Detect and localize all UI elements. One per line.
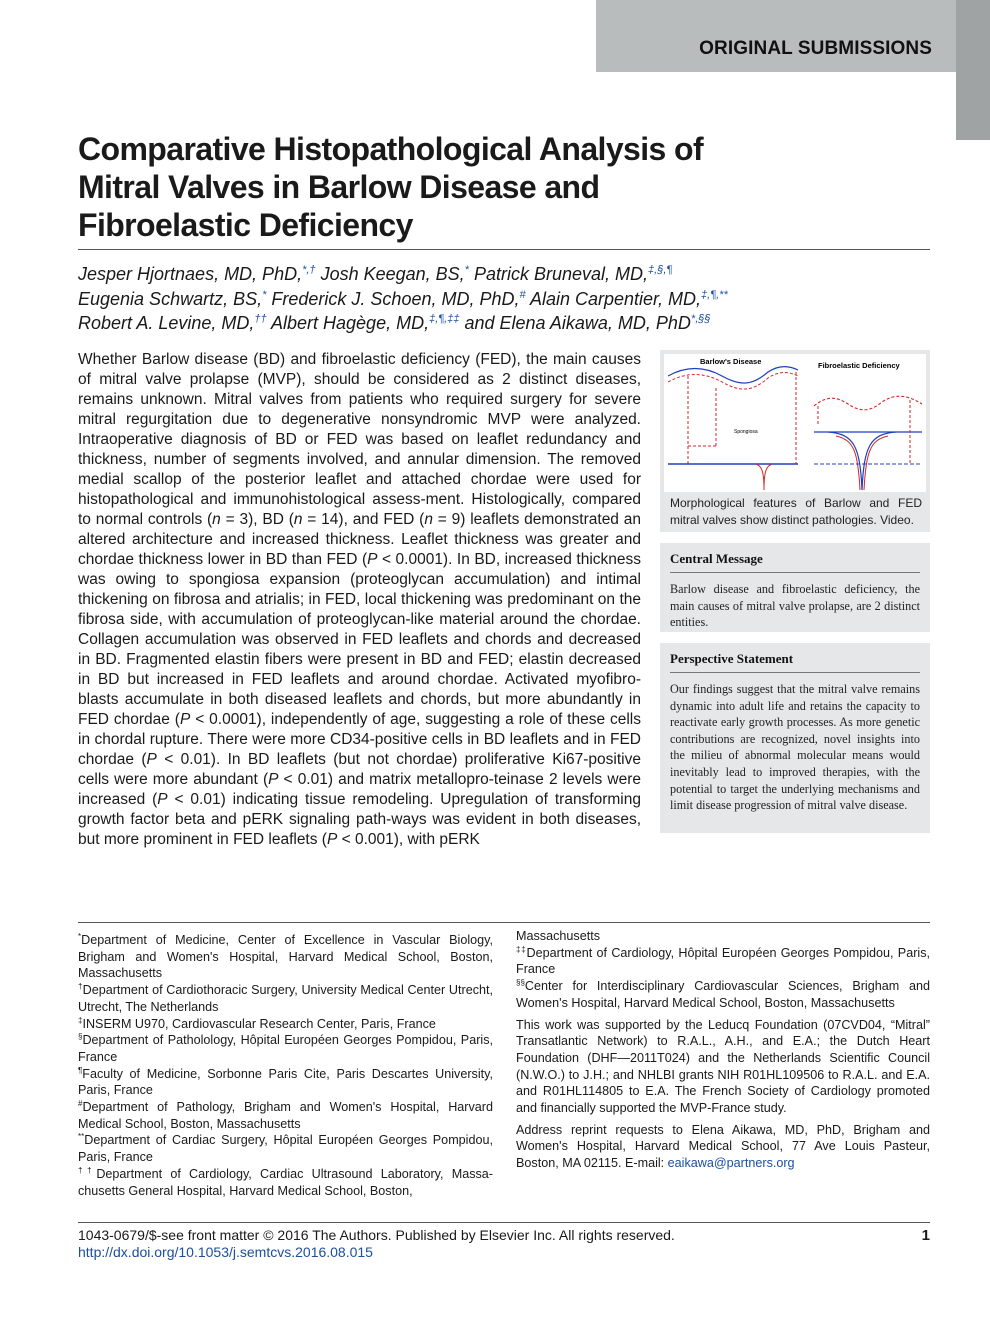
- author-affiliation-marks[interactable]: *: [464, 264, 469, 276]
- corresponding-email-link[interactable]: eaikawa@partners.org: [667, 1156, 795, 1171]
- figure-image[interactable]: [664, 354, 926, 492]
- doi-link[interactable]: http://dx.doi.org/10.1053/j.semtcvs.2016.08.015: [78, 1244, 373, 1260]
- affiliations-left: [78, 932, 493, 1199]
- footer-divider: [78, 1222, 930, 1223]
- figure-label-fed: Fibroelastic Deficiency: [818, 361, 900, 370]
- fed-leaflet-outer: [814, 396, 922, 410]
- affiliation-footnote: ‡‡Department of Cardiology, Hôpital Européen Georges Pompidou, Paris, France: [516, 944, 930, 977]
- affiliation-footnote: §Department of Patholology, Hôpital Européen Georges Pompidou, Paris, France: [78, 1032, 493, 1064]
- author-name: and Elena Aikawa, MD, PhD: [464, 313, 691, 333]
- perspective-text: Our findings suggest that the mitral valve remains dynamic into adult life and retains the capacity to reactivate early growth processes. As more genetic contributions are recognized, novel insights into the milieu of abnormal molecular means would inevitably lead to improved therapies, with the potential to target the underlying mechanisms and limit disease progression of mitral valve disease.: [670, 682, 920, 813]
- author-name: Albert Hagège, MD,: [271, 313, 430, 333]
- fed-chorda-funnel: [828, 432, 896, 490]
- affiliation-footnote: ††Department of Cardiology, Cardiac Ultrasound Laboratory, Massa-chusetts General Hospital, Harvard Medical School, Boston,: [78, 1165, 493, 1198]
- article-title: [78, 130, 798, 244]
- author-name: Alain Carpentier, MD,: [529, 288, 702, 309]
- affiliation-continuation: Massachusetts: [516, 929, 600, 943]
- author-affiliation-marks[interactable]: *,§§: [690, 313, 711, 325]
- central-message-text: Barlow disease and fibroelastic deficiency, the main causes of mitral valve prolapse, are 2 distinct entities.: [670, 582, 920, 630]
- author-affiliation-marks[interactable]: ‡,¶,**: [701, 288, 728, 301]
- perspective-heading: Perspective Statement: [670, 651, 794, 666]
- author-name: Patrick Bruneval, MD,: [473, 264, 649, 284]
- perspective-statement-box: [660, 643, 930, 833]
- author-name: Robert A. Levine, MD,: [78, 313, 255, 333]
- footnote-divider: [78, 922, 930, 923]
- title-divider: [78, 249, 930, 250]
- affiliation-footnote: #Department of Pathology, Brigham and Women's Hospital, Harvard Medical School, Boston, Massachusetts: [78, 1099, 493, 1131]
- section-label: ORIGINAL SUBMISSIONS: [699, 38, 932, 59]
- valve-diagram: [664, 354, 926, 492]
- author-affiliation-marks[interactable]: #: [519, 288, 526, 301]
- affiliation-footnote: ‡INSERM U970, Cardiovascular Research Center, Paris, France: [78, 1015, 436, 1031]
- affiliation-footnote: §§Center for Interdisciplinary Cardiovascular Sciences, Brigham and Women's Hospital, Harvard Medical School, Boston, Massachusetts: [516, 978, 930, 1010]
- author-name: Frederick J. Schoen, MD, PhD,: [271, 288, 520, 309]
- affiliation-footnote: **Department of Cardiac Surgery, Hôpital Européen Georges Pompidou, Paris, France: [78, 1132, 493, 1165]
- graphical-abstract-figure[interactable]: [660, 350, 930, 532]
- funding-statement: This work was supported by the Leducq Foundation (07CVD04, “Mitral” Transatlantic Network) to R.A.L., A.H., and E.A.; the Dutch Heart Foundation (DHF—2011T024) and the Netherlands Scientific Council (N.W.O.) to J.H.; and NHLBI grants NIH R01HL109506 to R.A.L. and E.A. and R01HL114805 to E.A. The French Society of Cardiology promoted and financially supported the MVP-France study.: [516, 1017, 930, 1116]
- affiliations-right: [516, 928, 930, 1172]
- author-affiliation-marks[interactable]: *,†: [302, 264, 316, 276]
- affiliation-footnote: *Department of Medicine, Center of Excellence in Vascular Biology, Brigham and Women's Hospital, Harvard Medical School, Boston, Massachusetts: [78, 932, 493, 981]
- title-line: Comparative Histopathological Analysis of: [78, 131, 704, 167]
- title-line: Fibroelastic Deficiency: [78, 207, 413, 243]
- author-name: Eugenia Schwartz, BS,: [78, 288, 263, 309]
- figure-caption: Morphological features of Barlow and FED mitral valves show distinct pathologies. Video.: [670, 496, 922, 527]
- affiliation-footnote: †Department of Cardiothoracic Surgery, University Medical Center Utrecht, Utrecht, The Netherlands: [78, 982, 494, 1014]
- author-affiliation-marks[interactable]: ‡,¶,‡‡: [429, 313, 460, 325]
- author-affiliation-marks[interactable]: ‡,§,¶: [648, 264, 673, 276]
- author-list: [78, 262, 930, 336]
- author-name: Josh Keegan, BS,: [320, 264, 465, 284]
- central-message-heading: Central Message: [670, 551, 763, 566]
- author-affiliation-marks[interactable]: *: [262, 288, 267, 301]
- reprint-address: Address reprint requests to Elena Aikawa, MD, PhD, Brigham and Women's Hospital, Harvard Medical School, 77 Ave Louis Pasteur, Boston, MA 02115. E-mail: eaikawa@partners.org: [516, 1122, 930, 1171]
- page-number: 1: [921, 1227, 930, 1244]
- section-header-band: [596, 0, 956, 72]
- title-line: Mitral Valves in Barlow Disease and: [78, 169, 600, 205]
- figure-label-barlow: Barlow's Disease: [700, 357, 762, 366]
- header-edge-strip: [956, 0, 990, 140]
- affiliation-footnote: ¶Faculty of Medicine, Sorbonne Paris Cite, Paris Descartes University, Paris, France: [78, 1065, 493, 1098]
- central-message-box: [660, 543, 930, 632]
- abstract-text: Whether Barlow disease (BD) and fibroelastic deficiency (FED), the main causes of mitral valve prolapse (MVP), should be considered as 2 distinct diseases, remains unknown. Mitral valves from patients who required surgery for severe mitral regurgitation due to degenerative nonsyndromic MVP were analyzed. Intraoperative diagnosis of BD or FED was based on leaflet redundancy and thickness, number of segments involved, and annular dimension. The removed medial scallop of the posterior leaflet and attached chordae were used for histopathological and immunohistological assess-ment. Histologically, compared to normal controls (n = 3), BD (n = 14), and FED (n = 9) leaflets demonstrated an altered architecture and increased thickness. Leaflet thickness was greater and chordae thickness lower in BD than FED (P < 0.0001). In BD, increased thickness was owing to spongiosa expansion (proteoglycan accumulation) and intimal thickening on fibrosa and atrialis; in FED, local thickening was predominant on the fibrosa side, with accumulation of proteoglycan-like material around the chordae. Collagen accumulation was observed in FED leaflets and chords and decreased in BD. Fragmented elastin fibers were present in BD and FED; elastin decreased in BD but increased in FED leaflets and around chordae. Activated myofibro-blasts accumulate in both diseased leaflets and chords, but more abundantly in FED chordae (P < 0.0001), independently of age, suggesting a role of these cells in chordal rupture. There were more CD34-positive cells in BD leaflets and in FED chordae (P < 0.01). In BD leaflets (but not chordae) proliferative Ki67-positive cells were more abundant (P < 0.01) and matrix metallopro-teinase 2 levels were increased (P < 0.01) indicating tissue remodeling. Upregulation of transforming growth factor beta and pERK signaling path-ways was evident in both diseases, but more prominent in FED leaflets (P < 0.001), with pERK: [78, 351, 642, 848]
- author-name: Jesper Hjortnaes, MD, PhD,: [78, 264, 303, 284]
- barlow-chorda: [756, 464, 772, 490]
- copyright-line: 1043-0679/$-see front matter © 2016 The Authors. Published by Elsevier Inc. All rights reserved.: [78, 1227, 675, 1243]
- author-affiliation-marks[interactable]: ††: [254, 313, 267, 325]
- figure-label-spongiosa: Spongiosa: [734, 429, 758, 435]
